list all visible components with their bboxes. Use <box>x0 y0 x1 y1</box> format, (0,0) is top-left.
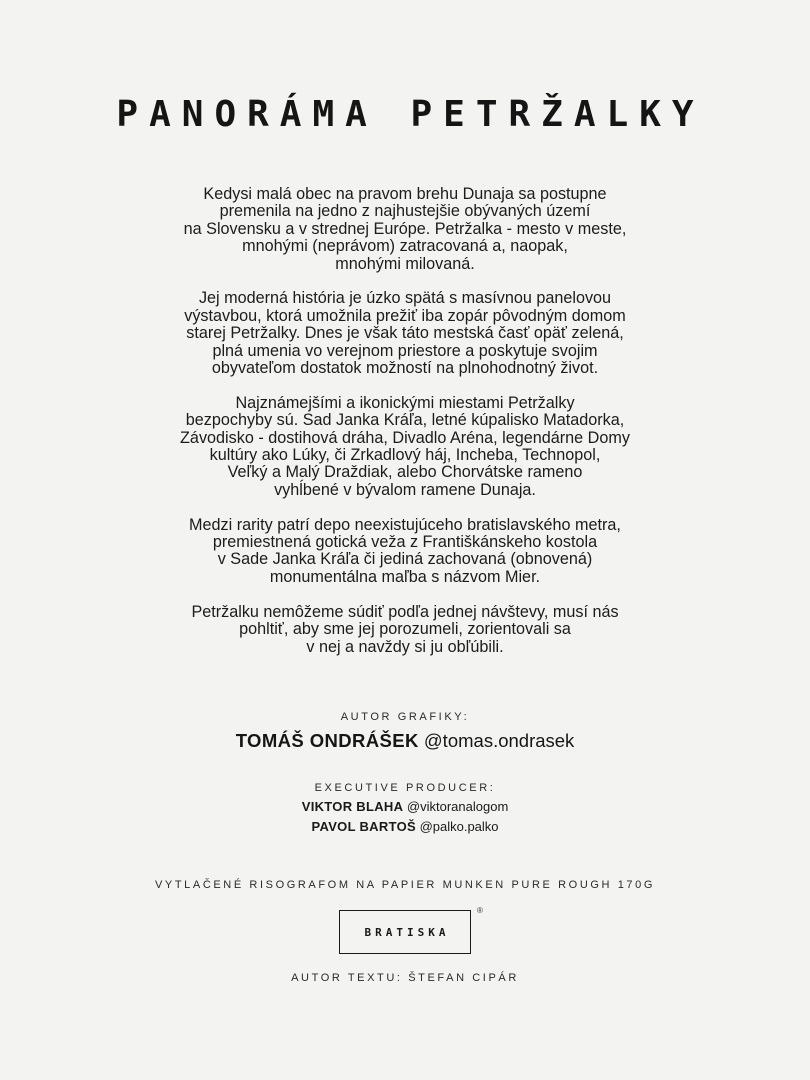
producer-label: EXECUTIVE PRODUCER: <box>314 782 496 794</box>
text-line: na Slovensku a v strednej Európe. Petržalka - mesto v meste, <box>183 219 627 238</box>
paragraph-1 <box>40 186 770 273</box>
text-line: premenila na jedno z najhustejšie obývaných území <box>219 202 591 221</box>
text-line: v Sade Janka Kráľa či jediná zachovaná (obnovená) <box>217 550 593 569</box>
text-line: Medzi rarity patrí depo neexistujúceho bratislavského metra, <box>189 515 621 534</box>
text-line: výstavbou, ktorá umožnila prežiť iba zopár pôvodným domom <box>184 306 626 325</box>
text-line: Kedysi malá obec na pravom brehu Dunaja sa postupne <box>203 185 607 203</box>
paragraph-5 <box>40 604 770 656</box>
text-line: Najznámejšími a ikonickými miestami Petržalky <box>235 393 575 412</box>
registered-mark: ® <box>477 906 483 915</box>
producer-credit-1 <box>0 797 810 817</box>
producer-name: VIKTOR BLAHA <box>301 799 404 814</box>
author-handle: @tomas.ondrasek <box>418 730 575 751</box>
text-line: plná umenia vo verejnom priestore a poskytuje svojim <box>212 341 598 360</box>
text-line: mnohými (neprávom) zatracovaná a, naopak, <box>242 237 568 256</box>
bratiska-logo: BRATISKA <box>339 910 471 954</box>
producer-handle: @viktoranalogom <box>403 799 509 814</box>
text-line: v nej a navždy si ju obľúbili. <box>306 637 504 656</box>
text-line: Jej moderná história je úzko spätá s masívnou panelovou <box>198 289 612 308</box>
text-line: Petržalku nemôžeme súdiť podľa jednej návštevy, musí nás <box>191 602 619 621</box>
text-line: kultúry ako Lúky, či Zrkadlový háj, Incheba, Technopol, <box>209 446 601 465</box>
producer-handle: @palko.palko <box>415 819 499 834</box>
author-credit <box>0 730 810 752</box>
print-note: VYTLAČENÉ RISOGRAFOM NA PAPIER MUNKEN PURE ROUGH 170G <box>154 879 656 891</box>
body-text <box>40 186 770 673</box>
producer-name: PAVOL BARTOŠ <box>311 819 416 834</box>
text-line: vyhĺbené v bývalom ramene Dunaja. <box>274 480 536 499</box>
paragraph-3 <box>40 395 770 499</box>
author-name: TOMÁŠ ONDRÁŠEK <box>235 730 419 751</box>
producer-credit-2 <box>0 817 810 837</box>
text-line: pohltiť, aby sme jej porozumeli, zorientovali sa <box>239 620 571 639</box>
author-label: AUTOR GRAFIKY: <box>340 711 470 723</box>
text-line: mnohými milovaná. <box>335 254 475 273</box>
text-line: Veľký a Malý Draždiak, alebo Chorvátske rameno <box>227 463 583 482</box>
paragraph-2 <box>40 290 770 377</box>
page-title: PANORÁMA PETRŽALKY <box>116 94 705 135</box>
paragraph-4 <box>40 517 770 587</box>
text-line: monumentálna maľba s názvom Mier. <box>269 567 541 586</box>
text-line: premiestnená gotická veža z Františkánskeho kostola <box>212 533 598 552</box>
text-line: Závodisko - dostihová dráha, Divadlo Aréna, legendárne Domy <box>180 428 630 447</box>
text-line: bezpochyby sú. Sad Janka Kráľa, letné kúpalisko Matadorka, <box>185 411 625 430</box>
text-line: obyvateľom dostatok možností na plnohodnotný život. <box>211 359 599 378</box>
text-line: starej Petržalky. Dnes je však táto mestská časť opäť zelená, <box>186 324 624 343</box>
text-author-credit: AUTOR TEXTU: ŠTEFAN CIPÁR <box>291 972 519 984</box>
